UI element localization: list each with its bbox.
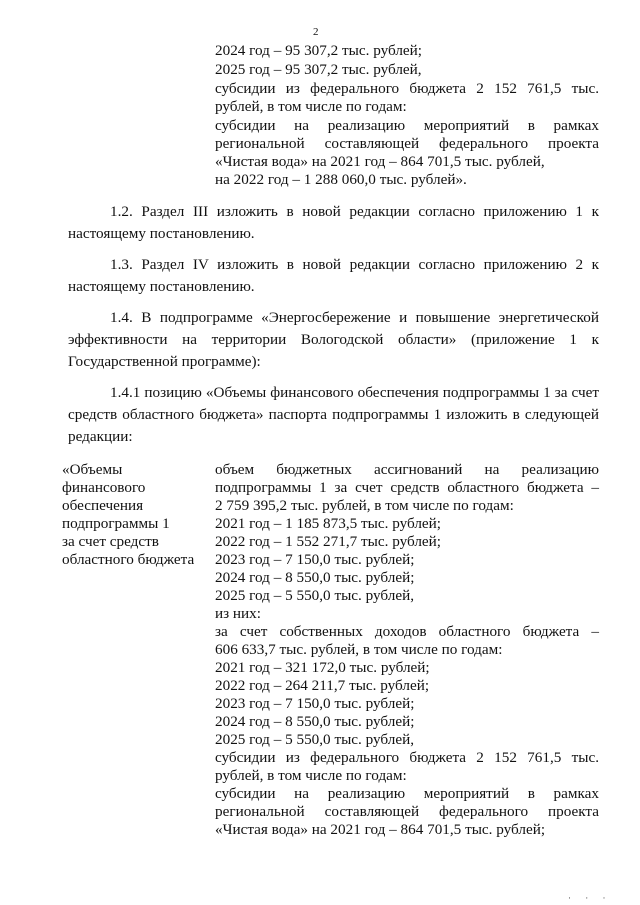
table-right-cell-line: за счет собственных доходов областного бюджета – (215, 623, 599, 640)
text-line: субсидии на реализацию мероприятий в рамках (215, 117, 599, 134)
page-number: 2 (313, 26, 319, 38)
paragraph-1-4-line: 1.4. В подпрограмме «Энергосбережение и повышение энергетической (110, 309, 599, 326)
table-left-cell-line: финансового (62, 479, 146, 496)
table-right-cell-line: субсидии на реализацию мероприятий в рамках (215, 785, 599, 802)
table-left-cell-line: за счет средств (62, 533, 159, 550)
paragraph-1-4-line: эффективности на территории Вологодской области» (приложение 1 к (68, 331, 599, 348)
text-line: субсидии из федерального бюджета 2 152 761,5 тыс. (215, 80, 599, 97)
table-right-cell-line: 2 759 395,2 тыс. рублей, в том числе по годам: (215, 497, 514, 514)
paragraph-1-4-1-line: редакции: (68, 428, 133, 445)
table-right-cell-line: объем бюджетных ассигнований на реализацию (215, 461, 599, 478)
text-line: 2025 год – 95 307,2 тыс. рублей, (215, 61, 422, 78)
text-line: «Чистая вода» на 2021 год – 864 701,5 тыс. рублей, (215, 153, 545, 170)
paragraph-1-4-1-line: средств областного бюджета» паспорта подпрограммы 1 изложить в следующей (68, 406, 599, 423)
text-line: на 2022 год – 1 288 060,0 тыс. рублей». (215, 171, 467, 188)
table-left-cell-line: областного бюджета (62, 551, 195, 568)
table-right-cell-line: рублей, в том числе по годам: (215, 767, 407, 784)
table-left-cell-line: «Объемы (62, 461, 123, 478)
table-right-cell-line: 2023 год – 7 150,0 тыс. рублей; (215, 695, 415, 712)
table-right-cell-line: 2025 год – 5 550,0 тыс. рублей, (215, 731, 415, 748)
table-right-cell-line: «Чистая вода» на 2021 год – 864 701,5 тыс. рублей; (215, 821, 546, 838)
table-left-cell-line: подпрограммы 1 (62, 515, 170, 532)
table-right-cell-line: 2021 год – 321 172,0 тыс. рублей; (215, 659, 430, 676)
paragraph-1-3-line: 1.3. Раздел IV изложить в новой редакции согласно приложению 2 к (110, 256, 599, 273)
table-right-cell-line: региональной составляющей федерального проекта (215, 803, 599, 820)
table-right-cell-line: 2022 год – 1 552 271,7 тыс. рублей; (215, 533, 442, 550)
paragraph-1-4-1-line: 1.4.1 позицию «Объемы финансового обеспечения подпрограммы 1 за счет (110, 384, 599, 401)
paragraph-1-2-line: настоящему постановлению. (68, 225, 255, 242)
text-line: рублей, в том числе по годам: (215, 98, 407, 115)
table-right-cell-line: из них: (215, 605, 261, 622)
paragraph-1-4-line: Государственной программе): (68, 353, 261, 370)
table-right-cell-line: 2023 год – 7 150,0 тыс. рублей; (215, 551, 415, 568)
scan-artifact-dots: · · · (568, 893, 612, 903)
table-right-cell-line: 2022 год – 264 211,7 тыс. рублей; (215, 677, 430, 694)
table-right-cell-line: субсидии из федерального бюджета 2 152 761,5 тыс. (215, 749, 599, 766)
table-right-cell-line: 2021 год – 1 185 873,5 тыс. рублей; (215, 515, 442, 532)
table-right-cell-line: подпрограммы 1 за счет средств областного бюджета – (215, 479, 599, 496)
table-left-cell-line: обеспечения (62, 497, 144, 514)
table-right-cell-line: 606 633,7 тыс. рублей, в том числе по годам: (215, 641, 503, 658)
paragraph-1-3-line: настоящему постановлению. (68, 278, 255, 295)
table-right-cell-line: 2024 год – 8 550,0 тыс. рублей; (215, 713, 415, 730)
text-line: 2024 год – 95 307,2 тыс. рублей; (215, 42, 423, 59)
paragraph-1-2-line: 1.2. Раздел III изложить в новой редакции согласно приложению 1 к (110, 203, 599, 220)
table-right-cell-line: 2025 год – 5 550,0 тыс. рублей, (215, 587, 415, 604)
text-line: региональной составляющей федерального проекта (215, 135, 599, 152)
table-right-cell-line: 2024 год – 8 550,0 тыс. рублей; (215, 569, 415, 586)
